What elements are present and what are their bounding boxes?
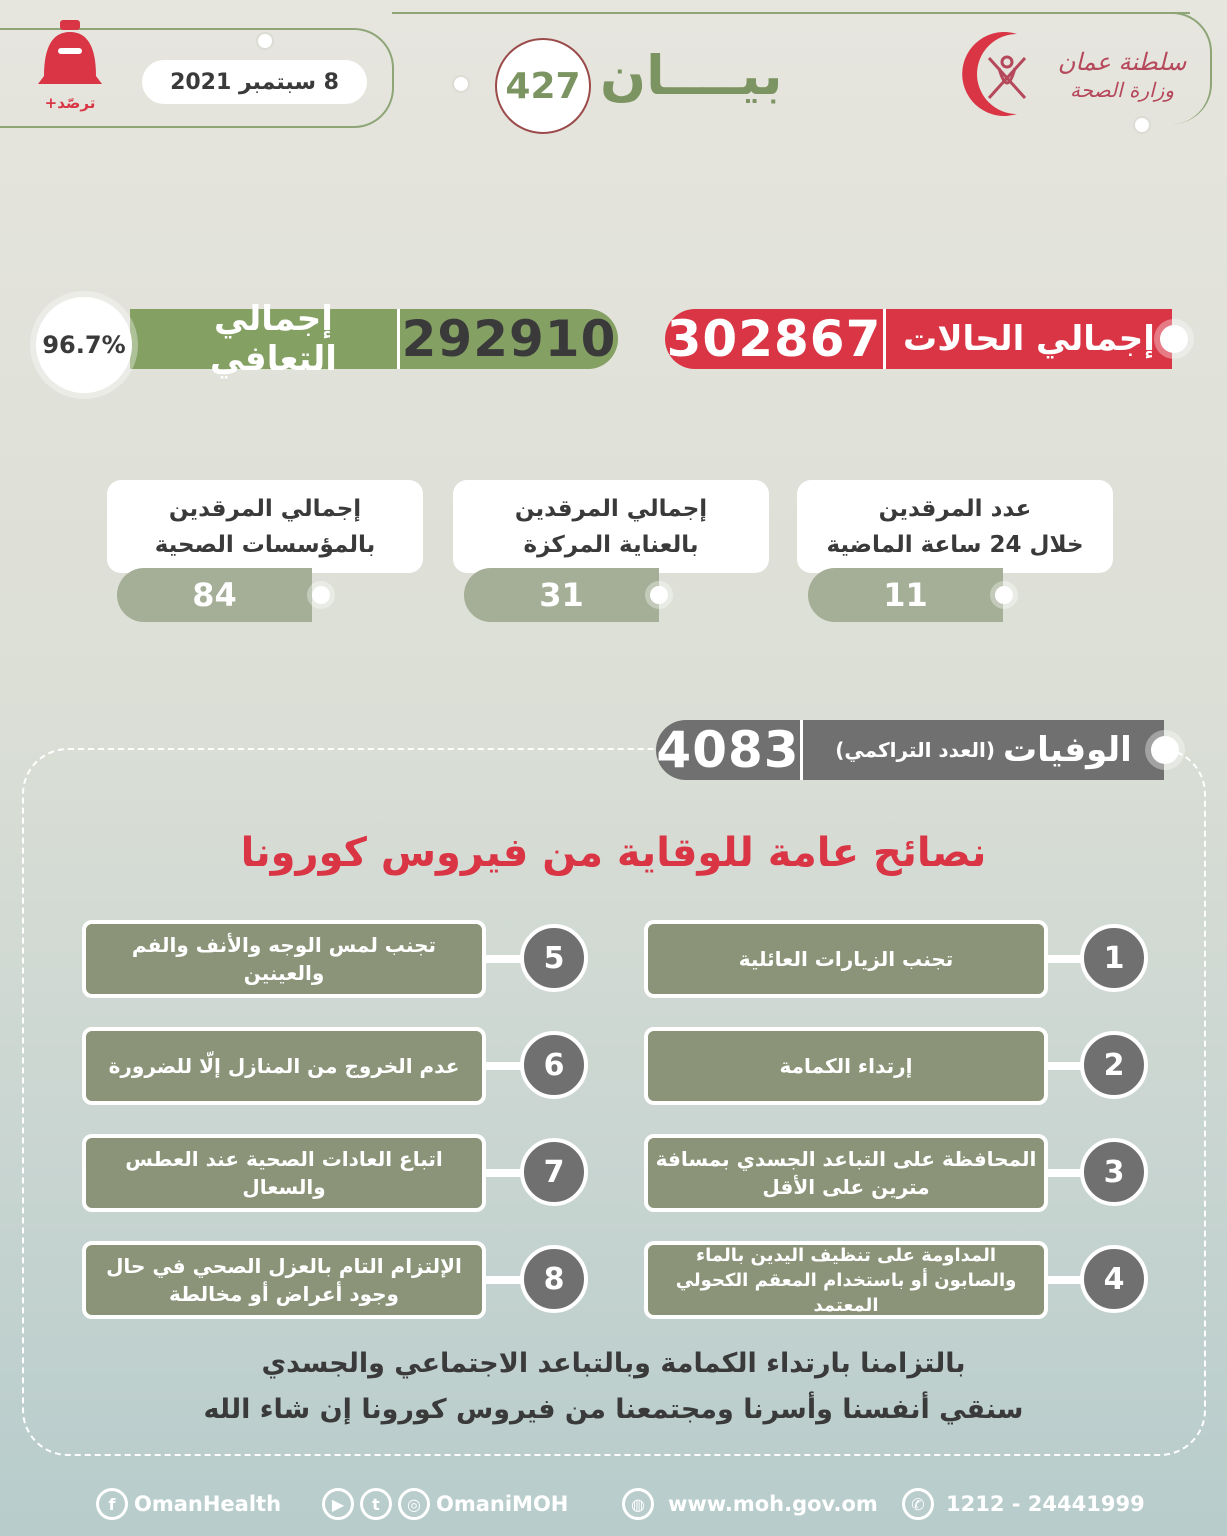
footer-website[interactable] <box>622 1484 878 1524</box>
statement-number: 427 <box>495 38 591 134</box>
tip-number: 1 <box>1080 924 1148 992</box>
tip-number: 5 <box>520 924 588 992</box>
tarassud-logo <box>30 18 110 118</box>
app-label: ترصّد+ <box>44 94 96 112</box>
closing-line-2: سنقي أنفسنا وأسرنا ومجتمعنا من فيروس كورونا إن شاء الله <box>203 1394 1024 1425</box>
tip-5: تجنب لمس الوجه والأنف والفم والعينين <box>82 920 486 998</box>
hospital-card-24h <box>797 480 1113 573</box>
deaths-bar <box>656 720 1164 780</box>
youtube-icon: ▶ <box>322 1488 354 1520</box>
total-recovered-bar <box>130 299 618 379</box>
footer-phone[interactable] <box>902 1484 1145 1524</box>
tip-number: 8 <box>520 1245 588 1313</box>
social-handle: OmaniMOH <box>436 1492 569 1516</box>
tip-number: 7 <box>520 1138 588 1206</box>
total-cases-bar <box>665 309 1172 369</box>
header-dot <box>1133 116 1151 134</box>
hospital-card-icu <box>453 480 769 573</box>
facebook-handle: OmanHealth <box>134 1492 282 1516</box>
deaths-label-group <box>803 730 1164 770</box>
statement-label: بيــــان <box>600 44 783 107</box>
tip-7: اتباع العادات الصحية عند العطس والسعال <box>82 1134 486 1212</box>
website-url: www.moh.gov.om <box>668 1492 878 1516</box>
hospital-value-total: 84 <box>117 568 312 622</box>
facebook-icon: f <box>96 1488 128 1520</box>
tip-connector <box>484 1276 524 1284</box>
ministry-line2: وزارة الصحة <box>1070 78 1174 102</box>
recovery-rate-badge: 96.7% <box>36 297 132 393</box>
date-pill: 8 سبتمبر 2021 <box>142 60 367 104</box>
hospital-card-total <box>107 480 423 573</box>
total-recovered-value: 292910 <box>401 310 617 368</box>
header-dot <box>452 75 470 93</box>
total-cases-value: 302867 <box>666 310 882 368</box>
tip-8: الإلتزام التام بالعزل الصحي في حال وجود أعراض أو مخالطة <box>82 1241 486 1319</box>
card-bullet <box>312 586 330 604</box>
deaths-bullet <box>1151 736 1179 764</box>
tip-3: المحافظة على التباعد الجسدي بمسافة مترين على الأقل <box>644 1134 1048 1212</box>
total-cases-label: إجمالي الحالات <box>903 319 1155 359</box>
tip-number: 4 <box>1080 1245 1148 1313</box>
deaths-sublabel: (العدد التراكمي) <box>835 738 996 762</box>
hospital-value-24h: 11 <box>808 568 1003 622</box>
card-bullet <box>995 586 1013 604</box>
tip-connector <box>484 1062 524 1070</box>
hospital-value-icu: 31 <box>464 568 659 622</box>
deaths-value: 4083 <box>656 721 800 779</box>
card-bullet <box>650 586 668 604</box>
deaths-label: الوفيات <box>1003 730 1132 770</box>
cases-bullet <box>1160 325 1188 353</box>
footer-social[interactable] <box>322 1484 568 1524</box>
advice-title: نصائح عامة للوقاية من فيروس كورونا <box>240 830 987 876</box>
card-label-line2: بالعناية المركزة <box>523 531 699 558</box>
header-dot <box>256 32 274 50</box>
tip-4: المداومة على تنظيف اليدين بالماء والصابون أو باستخدام المعقم الكحولي المعتمد <box>644 1241 1048 1319</box>
tip-connector <box>484 1169 524 1177</box>
tip-number: 3 <box>1080 1138 1148 1206</box>
tip-number: 6 <box>520 1031 588 1099</box>
phone-number: 1212 - 24441999 <box>946 1492 1145 1516</box>
globe-icon: ◍ <box>622 1488 654 1520</box>
ministry-line1: سلطنة عمان <box>1057 48 1187 76</box>
total-recovered-label: إجمالي التعافي <box>210 299 337 379</box>
instagram-icon: ◎ <box>398 1488 430 1520</box>
header-line-top <box>392 12 1190 14</box>
tip-1: تجنب الزيارات العائلية <box>644 920 1048 998</box>
card-label-line1: عدد المرقدين <box>878 495 1032 522</box>
phone-icon: ✆ <box>902 1488 934 1520</box>
footer-facebook[interactable] <box>96 1484 281 1524</box>
card-label-line2: بالمؤسسات الصحية <box>154 531 376 558</box>
tip-2: إرتداء الكمامة <box>644 1027 1048 1105</box>
tip-connector <box>484 955 524 963</box>
closing-line-1: بالتزامنا بارتداء الكمامة وبالتباعد الاجتماعي والجسدي <box>261 1348 966 1379</box>
ministry-name <box>1052 48 1192 104</box>
twitter-icon: t <box>360 1488 392 1520</box>
card-label-line1: إجمالي المرقدين <box>168 495 362 522</box>
tip-number: 2 <box>1080 1031 1148 1099</box>
tip-6: عدم الخروج من المنازل إلّا للضرورة <box>82 1027 486 1105</box>
card-label-line1: إجمالي المرقدين <box>514 495 708 522</box>
card-label-line2: خلال 24 ساعة الماضية <box>826 531 1084 558</box>
ministry-emblem-icon <box>955 28 1047 120</box>
